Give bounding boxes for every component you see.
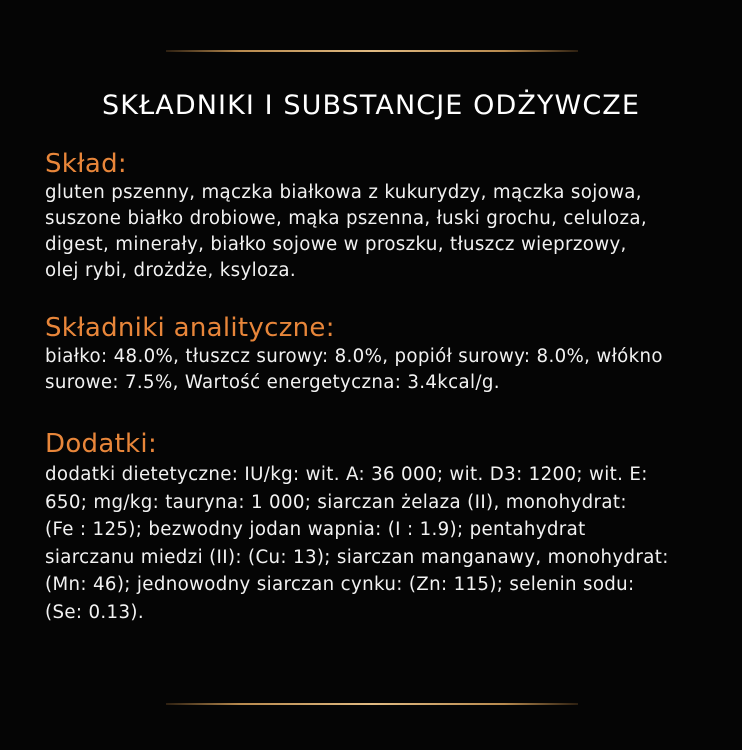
additives-line: siarczanu miedzi (II): (Cu: 13); siarczan manganawy, monohydrat: <box>45 546 669 568</box>
composition-line: olej rybi, drożdże, ksyloza. <box>45 260 296 281</box>
page-title: SKŁADNIKI I SUBSTANCJE ODŻYWCZE <box>101 90 641 121</box>
additives-text <box>45 461 715 626</box>
bottom-divider <box>166 703 578 705</box>
composition-heading: Skład: <box>45 149 127 179</box>
analytical-text <box>45 344 715 396</box>
composition-line: suszone białko drobiowe, mąka pszenna, łuski grochu, celuloza, <box>45 208 648 229</box>
additives-line: (Se: 0.13). <box>45 601 144 623</box>
additives-line: (Mn: 46); jednowodny siarczan cynku: (Zn: 115); selenin sodu: <box>45 574 635 595</box>
composition-line: digest, minerały, białko sojowe w proszku, tłuszcz wieprzowy, <box>45 234 627 255</box>
additives-heading: Dodatki: <box>45 429 157 459</box>
additives-section <box>45 427 715 626</box>
top-divider <box>166 50 578 52</box>
composition-line: gluten pszenny, mączka białkowa z kukurydzy, mączka sojowa, <box>45 182 642 203</box>
composition-text <box>45 180 715 284</box>
analytical-section <box>45 311 715 396</box>
additives-line: (Fe : 125); bezwodny jodan wapnia: (I : 1.9); pentahydrat <box>45 519 586 540</box>
analytical-line: białko: 48.0%, tłuszcz surowy: 8.0%, popiół surowy: 8.0%, włókno <box>45 346 663 367</box>
additives-line: dodatki dietetyczne: IU/kg: wit. A: 36 000; wit. D3: 1200; wit. E: <box>45 464 648 485</box>
analytical-line: surowe: 7.5%, Wartość energetyczna: 3.4kcal/g. <box>45 372 500 393</box>
composition-section <box>45 147 715 284</box>
analytical-heading: Składniki analityczne: <box>45 313 335 343</box>
additives-line: 650; mg/kg: tauryna: 1 000; siarczan żelaza (II), monohydrat: <box>45 491 627 513</box>
